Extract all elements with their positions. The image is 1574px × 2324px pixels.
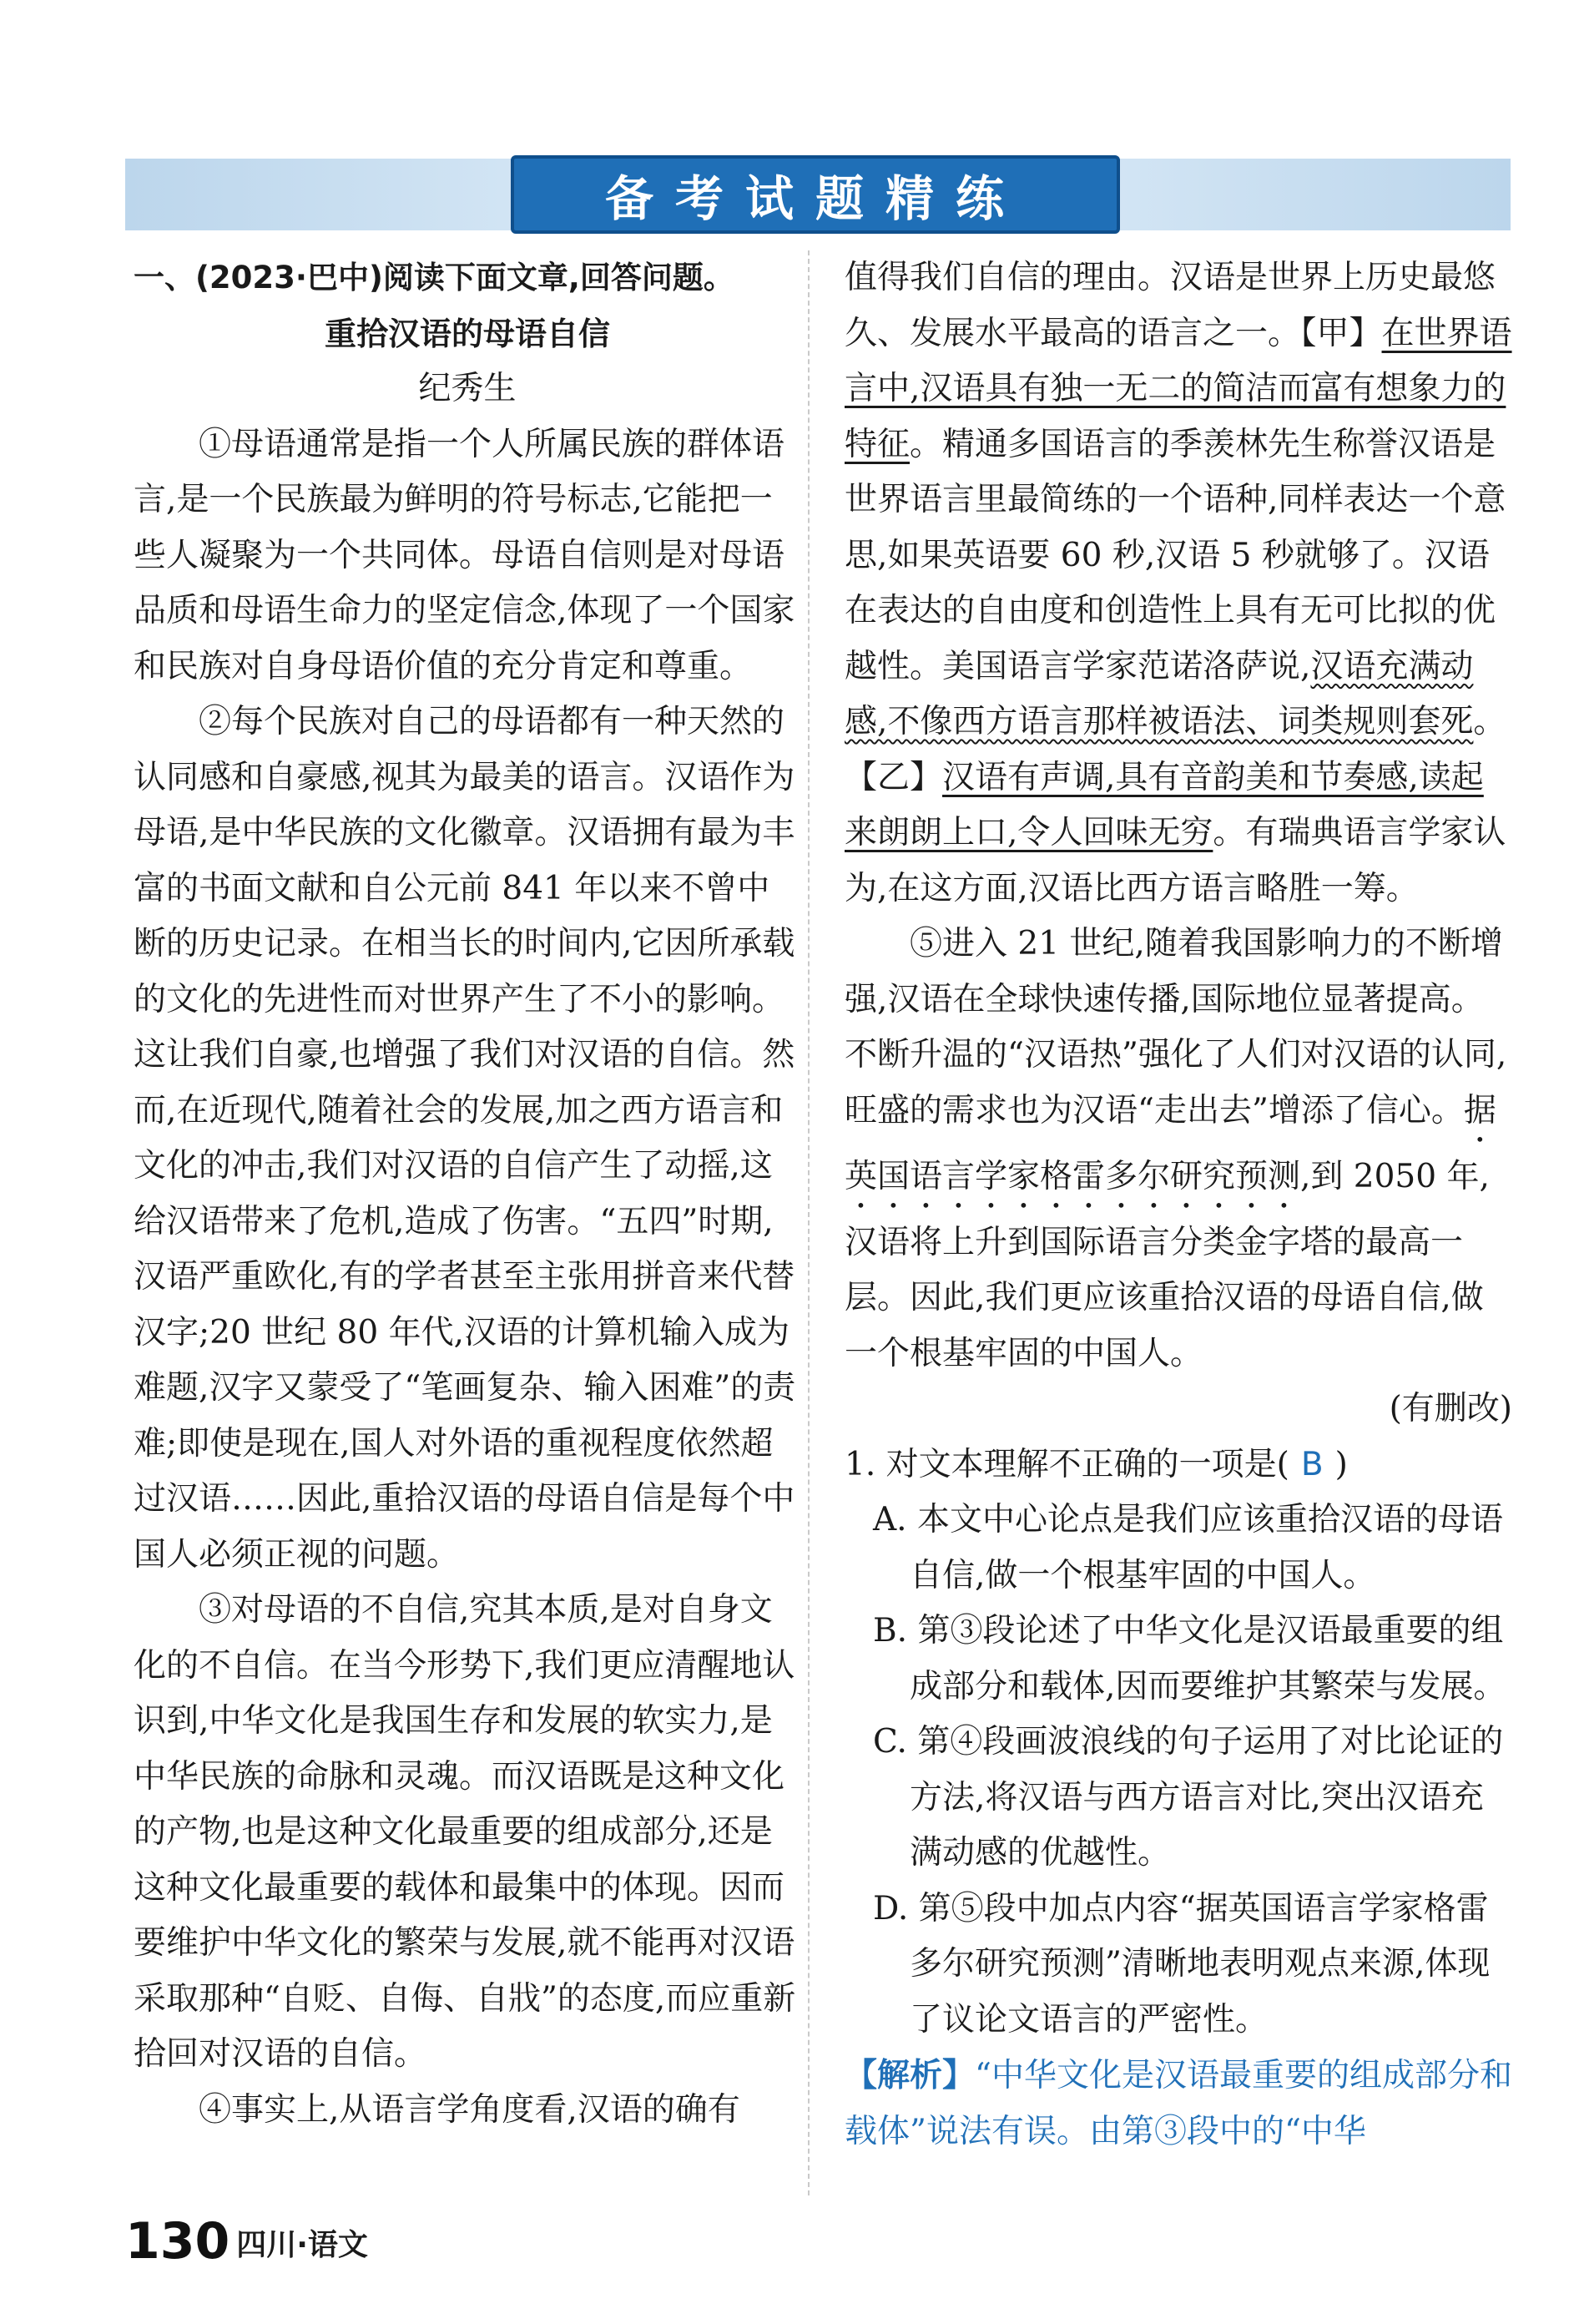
option-a: A. 本文中心论点是我们应该重拾汉语的母语自信,做一个根基牢固的中国人。 (873, 1501, 1503, 1594)
footer-label: 四川·语文 (236, 2228, 368, 2262)
option-c: C. 第④段画波浪线的句子运用了对比论证的方法,将汉语与西方语言对比,突出汉语充满动感的优越性。 (873, 1723, 1504, 1872)
p4-wavy-sentence: 汉语充满动感,不像西方语言那样被语法、词类规则套死 (845, 647, 1474, 740)
p4-text-d: 。有瑞典语言学家认为,在这方面,汉语比西方语言略胜一筹。 (845, 814, 1506, 907)
left-column (134, 250, 801, 2138)
right-column (845, 250, 1512, 2160)
paragraph-2: ②每个民族对自己的母语都有一种天然的认同感和自豪感,视其为最美的语言。汉语作为母语,是中华民族的文化徽章。汉语拥有最为丰富的书面文献和自公元前 841 年以来不曾中断的历史记录。在相当长的时间内,它因所承载的文化的先进性而对世界产生了不小的影响。这让我们自豪,也增强了我们对汉语的自信。然而,在近现代,随着社会的发展,加之西方语言和文化的冲击,我们对汉语的自信产生了动摇,这给汉语带来了危机,造成了伤害。“五四”时期,汉语严重欧化,有的学者甚至主张用拼音来代替汉字;20 世纪 80 年代,汉语的计算机输入成为难题,汉字又蒙受了“笔画复杂、输入困难”的责难;即使是现在,国人对外语的重视程度依然超过汉语……因此,重拾汉语的母语自信是每个中国人必须正视的问题。 (134, 703, 796, 1574)
article-author: 纪秀生 (418, 370, 517, 407)
paragraph-4-continued (845, 250, 1512, 917)
analysis (845, 2048, 1512, 2160)
question-1-stem (845, 1437, 1512, 1493)
article-title: 重拾汉语的母语自信 (324, 315, 610, 352)
p4-text-b: 。精通多国语言的季羡林先生称誉汉语是世界语言里最简练的一个语种,同样表达一个意思,如果英语要 60 秒,汉语 5 秒就够了。汉语在表达的自由度和创造性上具有无可比拟的优越性。美国语言学家范诺洛萨说, (845, 425, 1506, 685)
section-banner-title: 备考试题精练 (511, 155, 1120, 234)
paragraph-5 (845, 917, 1512, 1382)
question-header: 一、(2023·巴中)阅读下面文章,回答问题。 (134, 260, 734, 296)
p5-text-a: ⑤进入 21 世纪,随着我国影响力的不断增强,汉语在全球快速传播,国际地位显著提高。不断升温的“汉语热”强化了人们对汉语的认同,旺盛的需求也为汉语“走出去”增添了信心。 (845, 925, 1507, 1129)
p5-dotted-phrase: 据英国语言学家格雷多尔研究预测 (845, 1091, 1496, 1195)
source-note: (有删改) (1389, 1390, 1512, 1427)
analysis-tag: 【解析】 (845, 2056, 976, 2094)
option-b: B. 第③段论述了中华文化是汉语最重要的组成部分和载体,因而要维护其繁荣与发展。 (873, 1612, 1506, 1705)
paragraph-1: ①母语通常是指一个人所属民族的群体语言,是一个民族最为鲜明的符号标志,它能把一些人凝聚为一个共同体。母语自信则是对母语品质和母语生命力的坚定信念,体现了一个国家和民族对自身母语价值的充分肯定和尊重。 (134, 425, 795, 685)
q1-answer: B (1300, 1445, 1324, 1483)
column-divider (808, 250, 810, 2195)
paragraph-3: ③对母语的不自信,究其本质,是对自身文化的不自信。在当今形势下,我们更应清醒地认识到,中华文化是我国生存和发展的软实力,是中华民族的命脉和灵魂。而汉语既是这种文化的产物,也是这种文化最重要的组成部分,还是这种文化最重要的载体和最集中的体现。因而要维护中华文化的繁荣与发展,就不能再对汉语采取那种“自贬、自侮、自戕”的态度,而应重新拾回对汉语的自信。 (134, 1591, 796, 2073)
q1-stem-text: 1. 对文本理解不正确的一项是( (845, 1445, 1289, 1483)
page-footer (125, 2204, 368, 2271)
analysis-text: “中华文化是汉语最重要的组成部分和载体”说法有误。由第③段中的“中华 (845, 2057, 1512, 2150)
p4-text-a: 值得我们自信的理由。汉语是世界上历史最悠久、发展水平最高的语言之一。【甲】 (845, 259, 1496, 352)
p4-underlined-jia: 在世界语言中,汉语具有独一无二的简洁而富有想象力的特征 (845, 314, 1512, 463)
option-d: D. 第⑤段中加点内容“据英国语言学家格雷多尔研究预测”清晰地表明观点来源,体现了议论文语言的严密性。 (873, 1889, 1491, 2039)
p4-underlined-yi: 汉语有声调,具有音韵美和节奏感,读起来朗朗上口,令人回味无穷 (845, 758, 1484, 851)
page-number: 130 (125, 2212, 230, 2271)
paragraph-4-start: ④事实上,从语言学角度看,汉语的确有 (199, 2090, 740, 2129)
q1-close-paren: ) (1334, 1445, 1348, 1483)
p4-text-c: 。【乙】 (845, 703, 1506, 796)
p5-text-b: ,到 2050 年,汉语将上升到国际语言分类金字塔的最高一层。因此,我们更应该重拾汉语的母语自信,做一个根基牢固的中国人。 (845, 1157, 1490, 1372)
